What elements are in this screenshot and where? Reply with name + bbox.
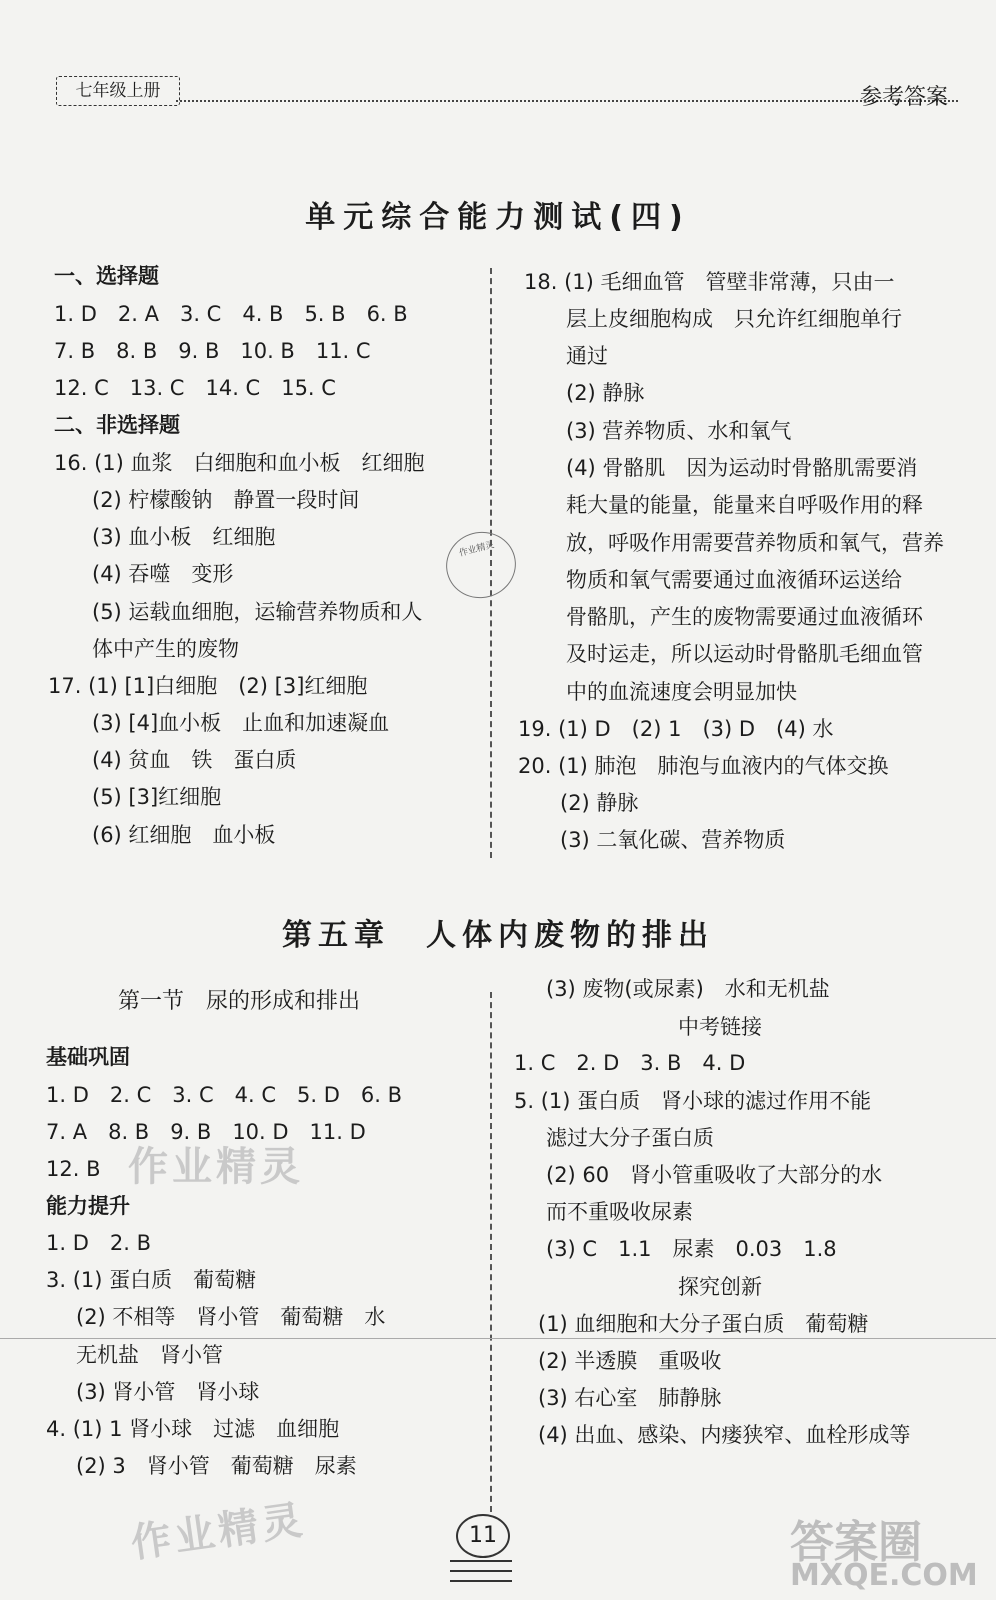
s2-right-line: (2) 半透膜 重吸收 — [538, 1349, 722, 1373]
s2-left-line: 1. D 2. B — [46, 1231, 151, 1255]
s1-right-line: 耗大量的能量，能量来自呼吸作用的释 — [566, 493, 923, 517]
stamp-text: 作业精灵 — [458, 540, 496, 560]
s2-left-line: 4. (1) 1 肾小球 过滤 血细胞 — [46, 1417, 340, 1441]
s1-right-line: 19. (1) D (2) 1 (3) D (4) 水 — [518, 717, 834, 741]
s1-right-line: 物质和氧气需要通过血液循环运送给 — [566, 568, 902, 592]
s1-right-line: (4) 骨骼肌 因为运动时骨骼肌需要消 — [566, 456, 918, 480]
s2-right-subheading: 探究创新 — [678, 1275, 762, 1299]
s1-left-line: 一、选择题 — [54, 264, 159, 288]
s1-right-line: 及时运走，所以运动时骨骼肌毛细血管 — [566, 642, 923, 666]
s1-left-line: (4) 吞噬 变形 — [92, 562, 234, 586]
approval-stamp — [439, 524, 524, 606]
watermark-text: 作业精灵 — [128, 1144, 304, 1190]
s1-left-line: 17. (1) [1]白细胞 (2) [3]红细胞 — [48, 674, 368, 698]
s1-left-line: 12. C 13. C 14. C 15. C — [54, 376, 336, 400]
s2-right-line: 滤过大分子蛋白质 — [546, 1126, 714, 1150]
s1-right-line: 骨骼肌，产生的废物需要通过血液循环 — [566, 605, 923, 629]
column-divider-bottom — [490, 992, 492, 1512]
s2-right-line: (3) C 1.1 尿素 0.03 1.8 — [546, 1237, 837, 1261]
s2-right-line: (2) 60 肾小管重吸收了大部分的水 — [546, 1163, 883, 1187]
s1-left-line: (6) 红细胞 血小板 — [92, 823, 276, 847]
s2-right-line: (1) 血细胞和大分子蛋白质 葡萄糖 — [538, 1312, 869, 1336]
s2-right-line: (3) 废物(或尿素) 水和无机盐 — [546, 977, 830, 1001]
s1-left-line: 1. D 2. A 3. C 4. B 5. B 6. B — [54, 302, 408, 326]
s1-right-line: 18. (1) 毛细血管 管壁非常薄，只由一 — [524, 270, 895, 294]
s2-right-line: 1. C 2. D 3. B 4. D — [514, 1051, 746, 1075]
s1-right-line: 放，呼吸作用需要营养物质和氧气，营养 — [566, 531, 944, 555]
s1-left-line: (5) 运载血细胞，运输营养物质和人 — [92, 600, 423, 624]
page-chevron — [450, 1568, 512, 1582]
s1-right-line: 20. (1) 肺泡 肺泡与血液内的气体交换 — [518, 754, 889, 778]
s1-right-line: (2) 静脉 — [566, 381, 645, 405]
s2-left-line: (2) 3 肾小管 葡萄糖 尿素 — [76, 1454, 357, 1478]
s2-right-line: (3) 右心室 肺静脉 — [538, 1386, 722, 1410]
s2-left-line: (3) 肾小管 肾小球 — [76, 1380, 260, 1404]
s2-left-line: (2) 不相等 肾小管 葡萄糖 水 — [76, 1305, 386, 1329]
s1-left-line: (5) [3]红细胞 — [92, 785, 222, 809]
s2-right-subheading: 中考链接 — [678, 1015, 762, 1039]
s2-left-line: 3. (1) 蛋白质 葡萄糖 — [46, 1268, 257, 1292]
header-rule — [176, 100, 958, 102]
chapter-title: 第五章 人体内废物的排出 — [282, 918, 714, 953]
grade-label: 七年级上册 — [56, 76, 180, 106]
s2-left-line: 7. A 8. B 9. B 10. D 11. D — [46, 1120, 366, 1144]
s2-right-line: 5. (1) 蛋白质 肾小球的滤过作用不能 — [514, 1089, 872, 1113]
page-number: 11 — [456, 1514, 510, 1558]
s2-left-line: 无机盐 肾小管 — [76, 1343, 223, 1367]
s1-right-line: 通过 — [566, 344, 608, 368]
s2-left-line: 基础巩固 — [46, 1045, 130, 1069]
s1-left-line: (3) 血小板 红细胞 — [92, 525, 276, 549]
section-label: 参考答案 — [860, 85, 949, 110]
s1-right-line: (3) 营养物质、水和氧气 — [566, 419, 792, 443]
watermark-text: 作业精灵 — [128, 1496, 309, 1567]
s1-left-line: 16. (1) 血浆 白细胞和血小板 红细胞 — [54, 451, 425, 475]
s1-left-line: (2) 柠檬酸钠 静置一段时间 — [92, 488, 360, 512]
s1-right-line: 中的血流速度会明显加快 — [566, 680, 797, 704]
s1-left-line: (3) [4]血小板 止血和加速凝血 — [92, 711, 390, 735]
s2-left-line: 第一节 尿的形成和排出 — [118, 989, 361, 1014]
s2-left-line: 1. D 2. C 3. C 4. C 5. D 6. B — [46, 1083, 403, 1107]
s1-left-line: 二、非选择题 — [54, 413, 180, 437]
s2-right-line: (4) 出血、感染、内瘘狭窄、血栓形成等 — [538, 1423, 911, 1447]
s1-right-line: 层上皮细胞构成 只允许红细胞单行 — [566, 307, 902, 331]
watermark-site: MXQE.COM — [790, 1558, 978, 1593]
page-fold-line — [0, 1338, 996, 1339]
s2-right-line: 而不重吸收尿素 — [546, 1200, 693, 1224]
s1-left-line: 体中产生的废物 — [92, 637, 239, 661]
s1-right-line: (3) 二氧化碳、营养物质 — [560, 828, 786, 852]
unit-test-title: 单元综合能力测试(四) — [305, 200, 691, 235]
s2-left-line: 12. B — [46, 1157, 101, 1181]
s2-left-line: 能力提升 — [46, 1194, 130, 1218]
s1-right-line: (2) 静脉 — [560, 791, 639, 815]
s1-left-line: 7. B 8. B 9. B 10. B 11. C — [54, 339, 371, 363]
s1-left-line: (4) 贫血 铁 蛋白质 — [92, 748, 297, 772]
watermark-corner-logo: 答案圈 — [790, 1517, 922, 1568]
